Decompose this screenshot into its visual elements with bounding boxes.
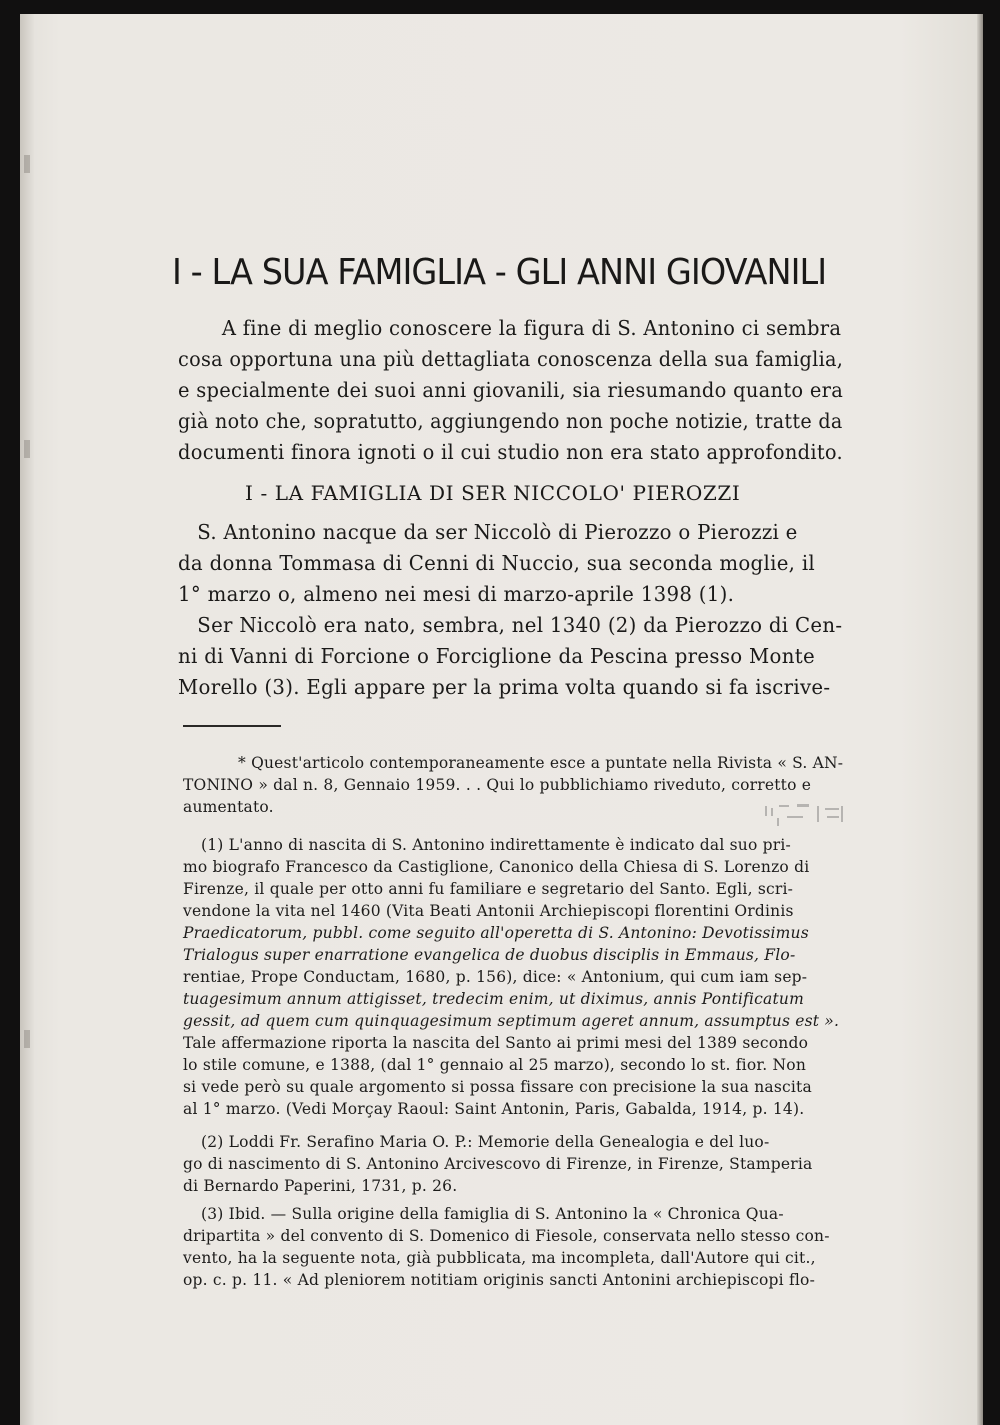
section-paragraph xyxy=(178,517,868,703)
margin-mark xyxy=(24,1030,30,1048)
text-line: cosa opportuna una più dettagliata conoscenza della sua famiglia, xyxy=(178,347,844,371)
footnote-line: tuagesimum annum attigisset, tredecim enim, ut diximus, annis Pontificatum xyxy=(183,990,804,1008)
section-title: I - LA FAMIGLIA DI SER NICCOLO' PIEROZZI xyxy=(245,481,741,505)
chapter-title: I - LA SUA FAMIGLIA - GLI ANNI GIOVANILI xyxy=(172,252,827,293)
footnote-line: Tale affermazione riporta la nascita del Santo ai primi mesi del 1389 secondo xyxy=(183,1034,809,1052)
footnote-2 xyxy=(183,1131,845,1197)
footnote-line: Firenze, il quale per otto anni fu familiare e segretario del Santo. Egli, scri- xyxy=(183,880,794,898)
text-line: ni di Vanni di Forcione o Forciglione da Pescina presso Monte xyxy=(178,644,815,668)
footnote-line: Trialogus super enarratione evangelica de duobus disciplis in Emmaus, Flo- xyxy=(183,946,796,964)
footnote-line: (1) L'anno di nascita di S. Antonino indirettamente è indicato dal suo pri- xyxy=(201,836,791,854)
footnote-line: al 1° marzo. (Vedi Morçay Raoul: Saint Antonin, Paris, Gabalda, 1914, p. 14). xyxy=(183,1100,805,1118)
footnote-line: dripartita » del convento di S. Domenico di Fiesole, conservata nello stesso con- xyxy=(183,1227,830,1245)
text-line: 1° marzo o, almeno nei mesi di marzo-aprile 1398 (1). xyxy=(178,582,735,606)
footnote-line: Praedicatorum, pubbl. come seguito all'operetta di S. Antonino: Devotissimus xyxy=(183,924,809,942)
footnote-line: si vede però su quale argomento si possa fissare con precisione la sua nascita xyxy=(183,1078,812,1096)
page-right-edge xyxy=(977,14,983,1425)
margin-mark xyxy=(24,155,30,173)
footnote-line: gessit, ad quem cum quinquagesimum septimum ageret annum, assumptus est ». xyxy=(183,1012,840,1030)
text-line: Ser Niccolò era nato, sembra, nel 1340 (2) da Pierozzo di Cen- xyxy=(197,613,843,637)
footnote-line: aumentato. xyxy=(183,798,274,816)
margin-mark xyxy=(24,440,30,458)
text-line: e specialmente dei suoi anni giovanili, sia riesumando quanto era xyxy=(178,378,844,402)
footnote-line: mo biografo Francesco da Castiglione, Canonico della Chiesa di S. Lorenzo di xyxy=(183,858,810,876)
footnote-line: TONINO » dal n. 8, Gennaio 1959. . . Qui lo pubblichiamo riveduto, corretto e xyxy=(183,776,812,794)
text-line: documenti finora ignoti o il cui studio non era stato approfondito. xyxy=(178,440,844,464)
intro-paragraph xyxy=(178,313,843,468)
footnote-3 xyxy=(183,1203,845,1291)
footnote-line: rentiae, Prope Conductam, 1680, p. 156), dice: « Antonium, qui cum iam sep- xyxy=(183,968,808,986)
library-stamp-icon xyxy=(757,802,849,828)
text-line: A fine di meglio conoscere la figura di S. Antonino ci sembra xyxy=(221,316,842,340)
footnote-line: (3) Ibid. — Sulla origine della famiglia di S. Antonino la « Chronica Qua- xyxy=(201,1205,784,1223)
footnote-1 xyxy=(183,834,845,1120)
footnote-line: di Bernardo Paperini, 1731, p. 26. xyxy=(183,1177,458,1195)
text-line: da donna Tommasa di Cenni di Nuccio, sua seconda moglie, il xyxy=(178,551,816,575)
footnote-line: * Quest'articolo contemporaneamente esce a puntate nella Rivista « S. AN- xyxy=(238,754,844,772)
footnote-line: lo stile comune, e 1388, (dal 1° gennaio al 25 marzo), secondo lo st. fior. Non xyxy=(183,1056,807,1074)
page-gutter xyxy=(20,14,34,1425)
text-line: S. Antonino nacque da ser Niccolò di Pierozzo o Pierozzi e xyxy=(197,520,798,544)
footnote-line: go di nascimento di S. Antonino Arcivescovo di Firenze, in Firenze, Stamperia xyxy=(183,1155,813,1173)
footnote-rule xyxy=(183,725,281,727)
footnote-line: (2) Loddi Fr. Serafino Maria O. P.: Memorie della Genealogia e del luo- xyxy=(201,1133,770,1151)
footnote-line: vento, ha la seguente nota, già pubblicata, ma incompleta, dall'Autore qui cit., xyxy=(183,1249,816,1267)
footnote-star xyxy=(183,752,845,818)
footnote-line: op. c. p. 11. « Ad pleniorem notitiam originis sancti Antonini archiepiscopi flo- xyxy=(183,1271,816,1289)
footnote-line: vendone la vita nel 1460 (Vita Beati Antonii Archiepiscopi florentini Ordinis xyxy=(183,902,794,920)
text-line: Morello (3). Egli appare per la prima volta quando si fa iscrive- xyxy=(178,675,831,699)
text-line: già noto che, sopratutto, aggiungendo non poche notizie, tratte da xyxy=(178,409,843,433)
